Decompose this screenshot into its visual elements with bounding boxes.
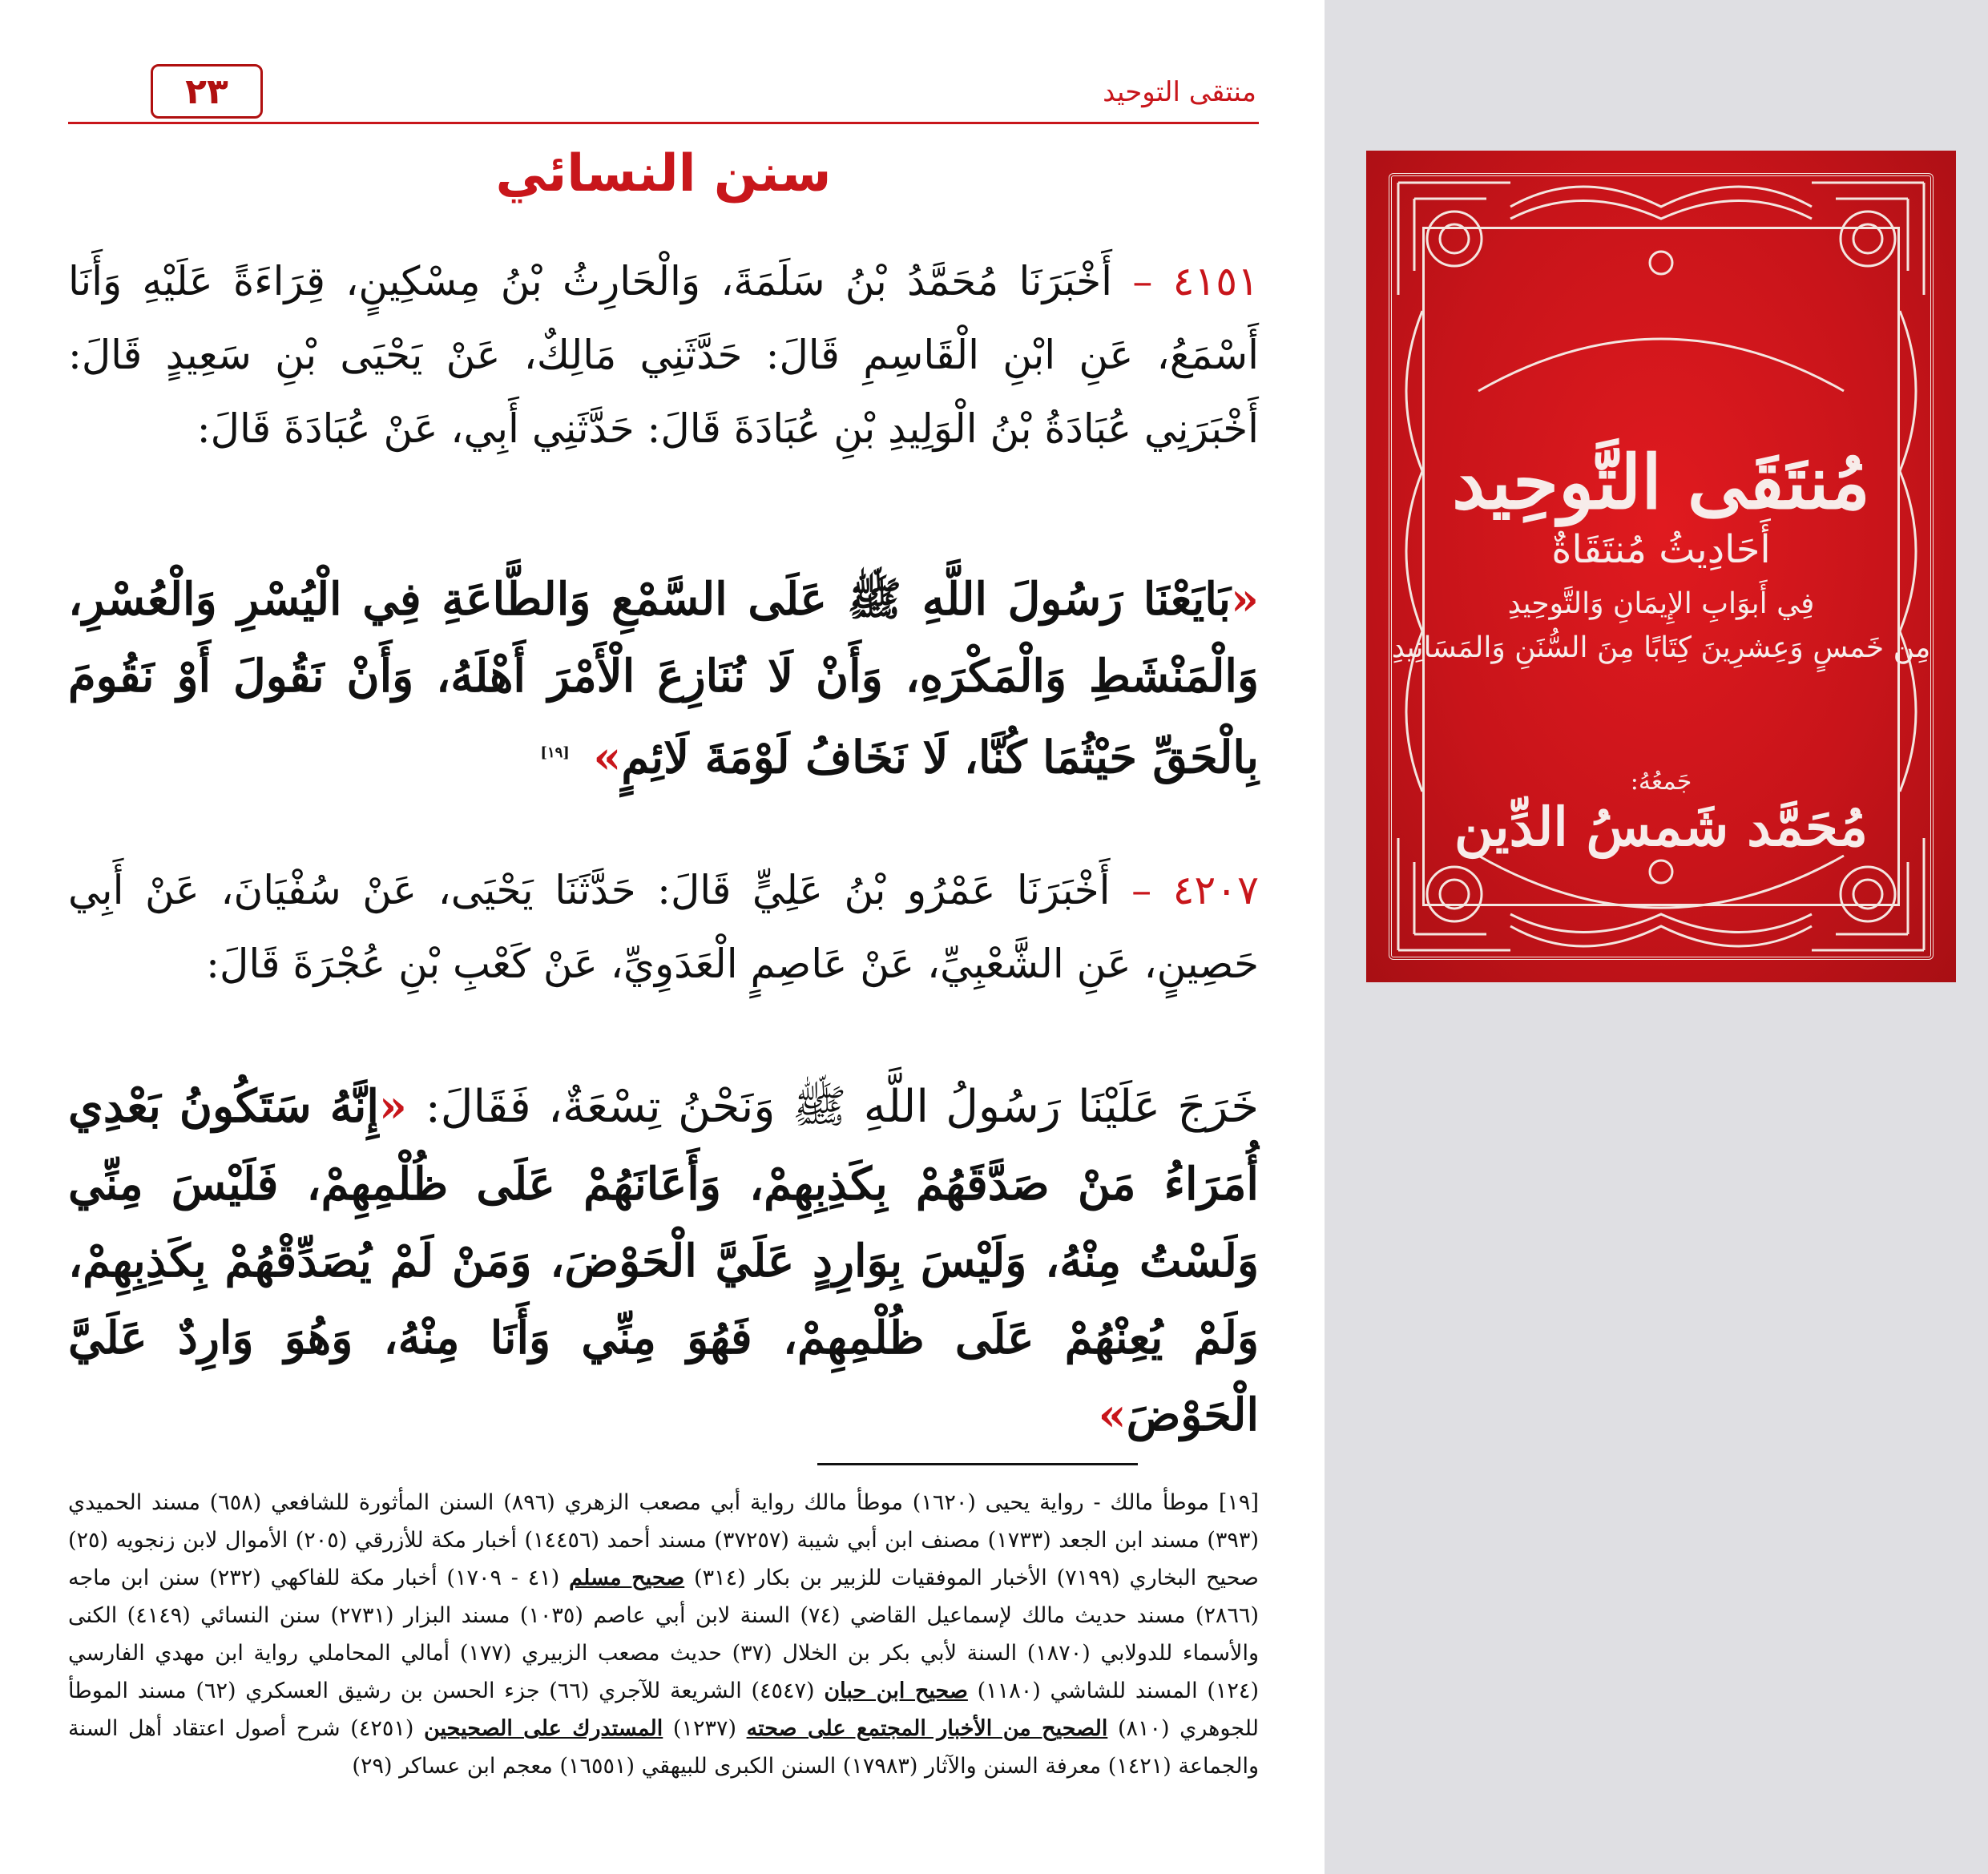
cover-author: مُحَمَّد شَمسُ الدِّين: [1454, 796, 1868, 858]
footnote-part5: (٤٢٥١) شرح أصول اعتقاد أهل السنة والجماعة (١٤٢١) معرفة السنن والآثار (١٧٩٨٣) السنن الكبرى للبيهقي (١٦٥٥١) معجم ابن عساكر (٢٩): [68, 1716, 1259, 1779]
hadith2-isnad-text: أَخْبَرَنَا عَمْرُو بْنُ عَلِيٍّ قَالَ: حَدَّثَنَا يَحْيَى، عَنْ سُفْيَانَ، عَنْ أَبِي حَصِينٍ، عَنِ الشَّعْبِيِّ، عَنْ عَاصِمٍ الْعَدَوِيِّ، عَنْ كَعْبِ بْنِ عُجْرَةَ قَالَ:: [68, 867, 1259, 987]
running-title: منتقى التوحيد: [1103, 76, 1256, 108]
footnote-ref: [١٩]: [540, 744, 570, 761]
hadith1-close-quote: »: [593, 731, 622, 784]
hadith1-matn: [68, 561, 1259, 796]
hadith1-isnad-text: أَخْبَرَنَا مُحَمَّدُ بْنُ سَلَمَةَ، وَالْحَارِثُ بْنُ مِسْكِينٍ، قِرَاءَةً عَلَيْهِ وَأَنَا أَسْمَعُ، عَنِ ابْنِ الْقَاسِمِ قَالَ: حَدَّثَنِي مَالِكٌ، عَنْ يَحْيَى بْنِ سَعِيدٍ قَالَ: أَخْبَرَنِي عُبَادَةُ بْنُ الْوَلِيدِ بْنِ عُبَادَةَ قَالَ: حَدَّثَنِي أَبِي، عَنْ عُبَادَةَ قَالَ:: [68, 258, 1259, 452]
hadith2-close-quote: »: [1098, 1388, 1127, 1441]
footnote-sahih-muslim: صحيح مسلم: [569, 1566, 685, 1590]
footnote-part4: (١٢٣٧): [672, 1716, 736, 1741]
hadith1-number: ٤١٥١ –: [1132, 258, 1259, 304]
footnote-part3: (٤٥٤٧) الشريعة للآجري (٦٦) جزء الحسن بن رشيق العسكري (٦٢) مسند الموطأ للجوهري (٨١٠): [68, 1679, 1259, 1741]
cover-compiled-label: جَمعُهُ:: [1630, 768, 1692, 796]
footnote-rule: [817, 1463, 1138, 1465]
hadith2-isnad: [68, 853, 1259, 1001]
footnote-sahih-ibn-hibban: صحيح ابن حبان: [824, 1679, 968, 1703]
hadith2-intro: خَرَجَ عَلَيْنَا رَسُولُ اللَّهِ ﷺ وَنَحْنُ تِسْعَةٌ، فَقَالَ:: [425, 1081, 1259, 1133]
cover-subtitle: أَحَادِيثُ مُنتَقَاةٌ: [1551, 527, 1771, 572]
hadith2-open-quote: «: [378, 1080, 407, 1133]
hadith2-number: ٤٢٠٧ –: [1131, 867, 1259, 913]
cover-line-3: مِن خَمسٍ وَعِشرِينَ كِتَابًا مِنَ السُّنَنِ وَالمَسَانِيدِ: [1391, 631, 1931, 664]
book-cover: [1366, 151, 1956, 982]
hadith2-matn: [68, 1068, 1259, 1453]
page-number: ٢٣: [151, 64, 263, 119]
footnote-part2: (٤١ - ١٧٠٩) أخبار مكة للفاكهي (٢٣٢) سنن ابن ماجه (٢٨٦٦) مسند حديث مالك لإسماعيل القاضي (٧٤) السنة لابن أبي عاصم (١٠٣٥) مسند البزار (٢٧٣١) سنن النسائي (٤١٤٩) الكنى والأسماء للدولابي (١٨٧٠) السنة لأبي بكر بن الخلال (٣٧) حديث مصعب الزبيري (١٧٧) أمالي المحاملي رواية ابن مهدي الفارسي (١٢٤) المسند للشاشي (١١٨٠): [68, 1566, 1259, 1703]
cover-title: مُنتَقَى التَّوحِيد: [1452, 439, 1870, 526]
cover-line-2: فِي أَبوَابِ الإِيمَانِ وَالتَّوحِيدِ: [1507, 587, 1815, 620]
hadith1-matn-text: بَايَعْنَا رَسُولَ اللَّهِ ﷺ عَلَى السَّمْعِ وَالطَّاعَةِ فِي الْيُسْرِ وَالْعُسْرِ، وَالْمَنْشَطِ وَالْمَكْرَهِ، وَأَنْ لَا نُنَازِعَ الْأَمْرَ أَهْلَهُ، وَأَنْ نَقُولَ أَوْ نَقُومَ بِالْحَقِّ حَيْثُمَا كُنَّا، لَا نَخَافُ لَوْمَةَ لَائِمٍ: [68, 573, 1259, 784]
footnote-part1: [١٩] موطأ مالك - رواية يحيى (١٦٢٠) موطأ مالك رواية أبي مصعب الزهري (٨٩٦) السنن المأثورة للشافعي (٦٥٨) مسند الحميدي (٣٩٣) مسند ابن الجعد (١٧٣٣) مصنف ابن أبي شيبة (٣٧٢٥٧) مسند أحمد (١٤٤٥٦) أخبار مكة للأزرقي (٢٠٥) الأموال لابن زنجويه (٢٥) صحيح البخاري (٧١٩٩) الأخبار الموفقيات للزبير بن بكار (٣١٤): [68, 1490, 1259, 1590]
hadith1-open-quote: «: [1231, 573, 1259, 626]
footnote-mustadrak: المستدرك على الصحيحين: [423, 1716, 663, 1741]
hadith2-matn-text: إِنَّهُ سَتَكُونُ بَعْدِي أُمَرَاءُ مَنْ صَدَّقَهُمْ بِكَذِبِهِمْ، وَأَعَانَهُمْ عَلَى ظُلْمِهِمْ، فَلَيْسَ مِنِّي وَلَسْتُ مِنْهُ، وَلَيْسَ بِوَارِدٍ عَلَيَّ الْحَوْضَ، وَمَنْ لَمْ يُصَدِّقْهُمْ بِكَذِبِهِمْ، وَلَمْ يُعِنْهُمْ عَلَى ظُلْمِهِمْ، فَهُوَ مِنِّي وَأَنَا مِنْهُ، وَهُوَ وَارِدٌ عَلَيَّ الْحَوْضَ: [68, 1080, 1259, 1441]
hadith1-isnad: [68, 244, 1259, 465]
footnote: [68, 1484, 1259, 1785]
header-rule: [68, 122, 1259, 124]
section-title: سنن النسائي: [495, 144, 832, 204]
footnote-sahih-ibn-khuzaymah: الصحيح من الأخبار المجتمع على صحته: [746, 1716, 1108, 1741]
